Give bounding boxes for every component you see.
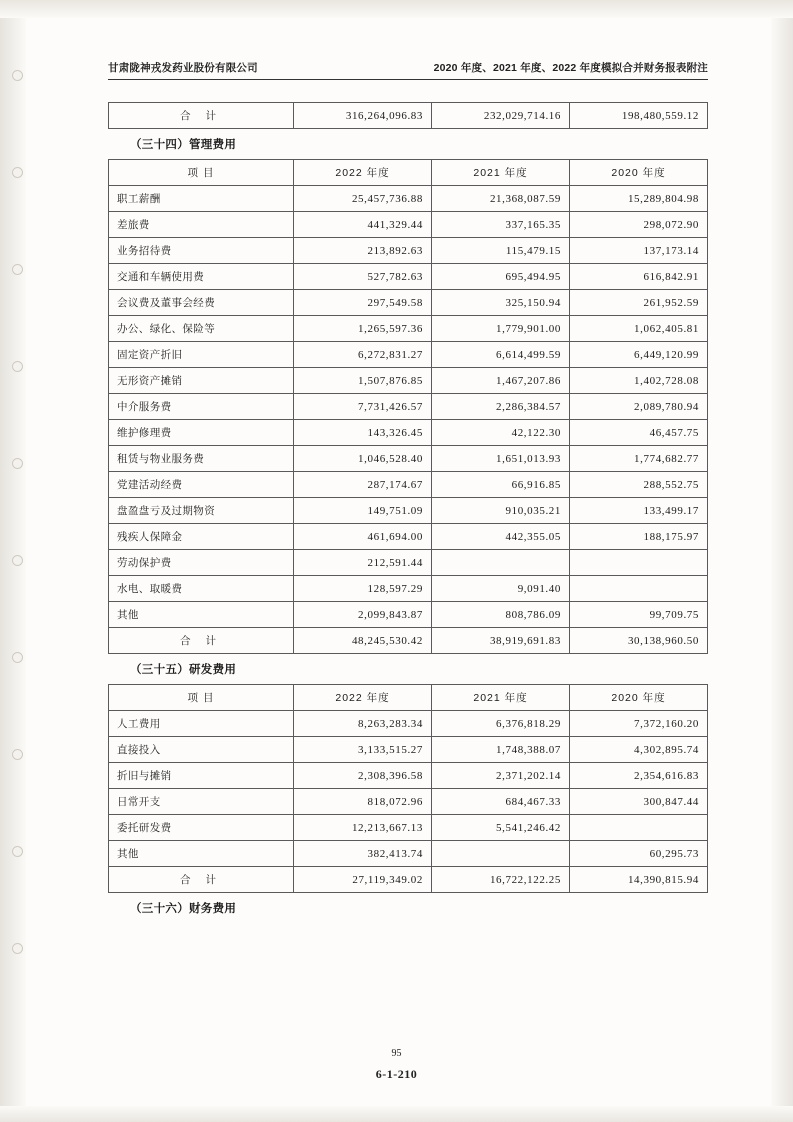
carried-total-2022: 316,264,096.83	[294, 103, 432, 129]
table-row	[109, 576, 708, 602]
section-title-35: （三十五）研发费用	[130, 664, 237, 676]
header-company-name: 甘肃陇神戎发药业股份有限公司	[108, 62, 258, 74]
row-label: 盘盈盘亏及过期物资	[109, 498, 294, 524]
admin-expenses-table	[108, 159, 708, 654]
row-value-2022: 7,731,426.57	[294, 394, 432, 420]
row-value-2022: 6,272,831.27	[294, 342, 432, 368]
punch-hole-marks	[12, 70, 26, 1050]
row-label: 其他	[109, 841, 294, 867]
row-value-2021: 808,786.09	[432, 602, 570, 628]
total-label: 合 计	[109, 628, 294, 654]
row-value-2022: 149,751.09	[294, 498, 432, 524]
row-value-2022: 143,326.45	[294, 420, 432, 446]
row-value-2021: 6,614,499.59	[432, 342, 570, 368]
scan-edge-top	[0, 0, 793, 18]
table-row	[109, 524, 708, 550]
total-value-2022: 48,245,530.42	[294, 628, 432, 654]
rd-expenses-table	[108, 684, 708, 893]
section-title-34: （三十四）管理费用	[130, 139, 237, 151]
document-identifier: 6-1-210	[375, 1067, 418, 1081]
row-value-2022: 8,263,283.34	[294, 711, 432, 737]
row-value-2021: 6,376,818.29	[432, 711, 570, 737]
row-value-2021: 325,150.94	[432, 290, 570, 316]
row-label: 业务招待费	[109, 238, 294, 264]
row-label: 劳动保护费	[109, 550, 294, 576]
row-value-2021: 2,371,202.14	[432, 763, 570, 789]
row-value-2022: 1,507,876.85	[294, 368, 432, 394]
table-row	[109, 420, 708, 446]
row-value-2022: 1,265,597.36	[294, 316, 432, 342]
row-label: 会议费及董事会经费	[109, 290, 294, 316]
table-row	[109, 711, 708, 737]
row-value-2021: 684,467.33	[432, 789, 570, 815]
row-value-2021: 5,541,246.42	[432, 815, 570, 841]
row-value-2020: 616,842.91	[570, 264, 708, 290]
section-title-36: （三十六）财务费用	[130, 903, 237, 915]
total-value-2022: 27,119,349.02	[294, 867, 432, 893]
row-value-2020: 188,175.97	[570, 524, 708, 550]
row-value-2022: 527,782.63	[294, 264, 432, 290]
row-value-2020: 1,402,728.08	[570, 368, 708, 394]
column-header-item: 项 目	[109, 685, 294, 711]
row-value-2021: 2,286,384.57	[432, 394, 570, 420]
row-label: 水电、取暖费	[109, 576, 294, 602]
row-value-2020: 298,072.90	[570, 212, 708, 238]
row-value-2021	[432, 841, 570, 867]
column-header-2021: 2021 年度	[432, 685, 570, 711]
total-label: 合 计	[109, 867, 294, 893]
table-row	[109, 394, 708, 420]
row-value-2020	[570, 576, 708, 602]
row-label: 折旧与摊销	[109, 763, 294, 789]
column-header-2022: 2022 年度	[294, 685, 432, 711]
row-label: 办公、绿化、保险等	[109, 316, 294, 342]
row-value-2022: 2,099,843.87	[294, 602, 432, 628]
row-value-2021: 66,916.85	[432, 472, 570, 498]
row-value-2020: 261,952.59	[570, 290, 708, 316]
row-value-2021: 21,368,087.59	[432, 186, 570, 212]
table-row	[109, 841, 708, 867]
table-row	[109, 186, 708, 212]
table-row	[109, 602, 708, 628]
scan-edge-right	[771, 0, 793, 1122]
row-value-2020: 288,552.75	[570, 472, 708, 498]
table-row	[109, 446, 708, 472]
table-row	[109, 342, 708, 368]
row-value-2021: 1,651,013.93	[432, 446, 570, 472]
document-content	[108, 60, 708, 923]
row-label: 党建活动经费	[109, 472, 294, 498]
column-header-2021: 2021 年度	[432, 160, 570, 186]
row-value-2021: 442,355.05	[432, 524, 570, 550]
column-header-2020: 2020 年度	[570, 685, 708, 711]
row-value-2022: 441,329.44	[294, 212, 432, 238]
table-row	[109, 763, 708, 789]
row-value-2020: 1,062,405.81	[570, 316, 708, 342]
row-value-2020: 15,289,804.98	[570, 186, 708, 212]
row-value-2020: 99,709.75	[570, 602, 708, 628]
row-label: 人工费用	[109, 711, 294, 737]
total-value-2020: 14,390,815.94	[570, 867, 708, 893]
row-value-2020	[570, 815, 708, 841]
row-label: 固定资产折旧	[109, 342, 294, 368]
row-value-2020: 2,089,780.94	[570, 394, 708, 420]
carried-total-2021: 232,029,714.16	[432, 103, 570, 129]
row-label: 中介服务费	[109, 394, 294, 420]
table-row	[109, 290, 708, 316]
table-row	[109, 472, 708, 498]
row-value-2022: 818,072.96	[294, 789, 432, 815]
table-row	[109, 498, 708, 524]
row-value-2022: 12,213,667.13	[294, 815, 432, 841]
row-value-2020: 137,173.14	[570, 238, 708, 264]
table-row	[109, 264, 708, 290]
column-header-2022: 2022 年度	[294, 160, 432, 186]
table-row	[109, 103, 708, 129]
table-header-row	[109, 685, 708, 711]
row-label: 差旅费	[109, 212, 294, 238]
scan-edge-bottom	[0, 1106, 793, 1122]
carried-total-label: 合 计	[109, 103, 294, 129]
row-value-2022: 1,046,528.40	[294, 446, 432, 472]
row-label: 职工薪酬	[109, 186, 294, 212]
row-value-2022: 461,694.00	[294, 524, 432, 550]
row-label: 无形资产摊销	[109, 368, 294, 394]
row-value-2020: 6,449,120.99	[570, 342, 708, 368]
column-header-item: 项 目	[109, 160, 294, 186]
total-value-2021: 16,722,122.25	[432, 867, 570, 893]
row-value-2021: 695,494.95	[432, 264, 570, 290]
table-row	[109, 316, 708, 342]
row-label: 委托研发费	[109, 815, 294, 841]
row-value-2022: 25,457,736.88	[294, 186, 432, 212]
table-row	[109, 815, 708, 841]
row-value-2020: 2,354,616.83	[570, 763, 708, 789]
row-value-2020: 1,774,682.77	[570, 446, 708, 472]
row-value-2021: 9,091.40	[432, 576, 570, 602]
row-value-2020: 133,499.17	[570, 498, 708, 524]
carried-total-2020: 198,480,559.12	[570, 103, 708, 129]
page-footer	[0, 1048, 793, 1082]
table-row	[109, 238, 708, 264]
row-label: 交通和车辆使用费	[109, 264, 294, 290]
row-value-2020: 46,457.75	[570, 420, 708, 446]
table-total-row	[109, 867, 708, 893]
row-value-2022: 2,308,396.58	[294, 763, 432, 789]
row-value-2020: 4,302,895.74	[570, 737, 708, 763]
row-label: 直接投入	[109, 737, 294, 763]
row-value-2022: 212,591.44	[294, 550, 432, 576]
row-value-2021	[432, 550, 570, 576]
table-row	[109, 368, 708, 394]
row-value-2022: 297,549.58	[294, 290, 432, 316]
row-label: 租赁与物业服务费	[109, 446, 294, 472]
row-label: 其他	[109, 602, 294, 628]
row-value-2021: 1,779,901.00	[432, 316, 570, 342]
row-value-2022: 382,413.74	[294, 841, 432, 867]
table-row	[109, 212, 708, 238]
row-value-2021: 337,165.35	[432, 212, 570, 238]
page-header	[108, 60, 708, 80]
table-row	[109, 737, 708, 763]
row-value-2022: 213,892.63	[294, 238, 432, 264]
row-value-2021: 910,035.21	[432, 498, 570, 524]
row-value-2020: 7,372,160.20	[570, 711, 708, 737]
carried-total-table	[108, 102, 708, 129]
row-value-2020: 60,295.73	[570, 841, 708, 867]
row-value-2022: 128,597.29	[294, 576, 432, 602]
total-value-2020: 30,138,960.50	[570, 628, 708, 654]
row-value-2021: 1,467,207.86	[432, 368, 570, 394]
table-header-row	[109, 160, 708, 186]
row-value-2022: 3,133,515.27	[294, 737, 432, 763]
row-value-2021: 42,122.30	[432, 420, 570, 446]
table-row	[109, 550, 708, 576]
table-row	[109, 789, 708, 815]
row-label: 日常开支	[109, 789, 294, 815]
row-value-2021: 115,479.15	[432, 238, 570, 264]
table-total-row	[109, 628, 708, 654]
page-number: 95	[391, 1048, 402, 1059]
column-header-2020: 2020 年度	[570, 160, 708, 186]
header-report-title: 2020 年度、2021 年度、2022 年度模拟合并财务报表附注	[433, 62, 708, 74]
row-value-2021: 1,748,388.07	[432, 737, 570, 763]
row-label: 残疾人保障金	[109, 524, 294, 550]
row-value-2020	[570, 550, 708, 576]
row-value-2022: 287,174.67	[294, 472, 432, 498]
total-value-2021: 38,919,691.83	[432, 628, 570, 654]
row-label: 维护修理费	[109, 420, 294, 446]
row-value-2020: 300,847.44	[570, 789, 708, 815]
